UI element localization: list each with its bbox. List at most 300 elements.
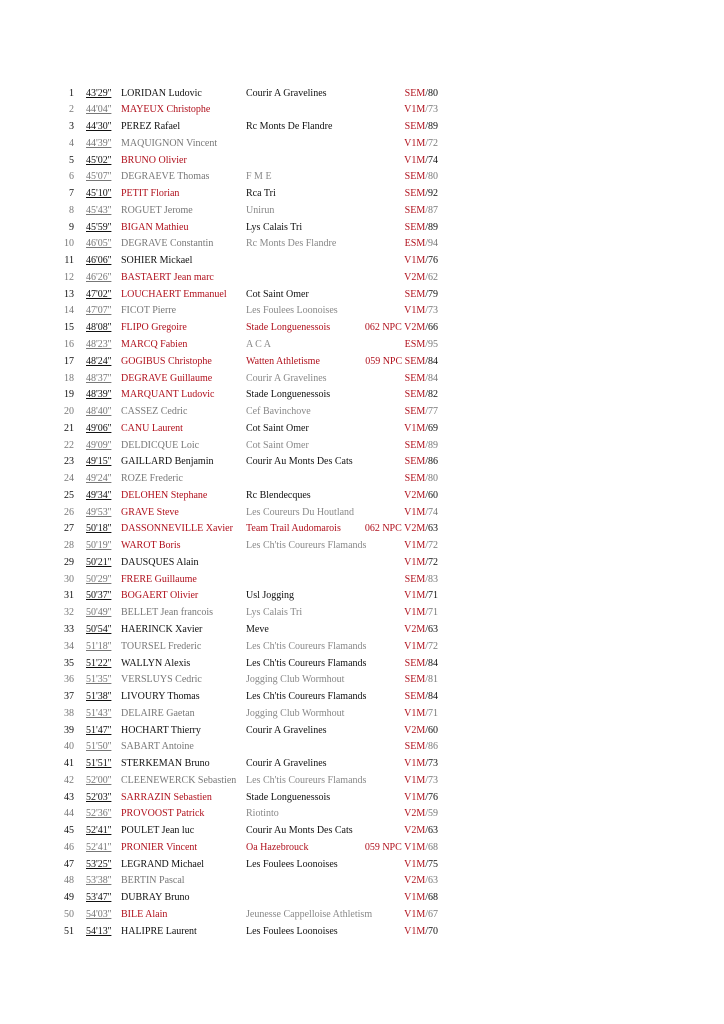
runner-name: TOURSEL Frederic — [121, 640, 202, 652]
result-row — [0, 823, 724, 840]
time-link[interactable]: 51'22'' — [86, 657, 112, 669]
runner-name: SARRAZIN Sebastien — [121, 791, 212, 803]
category-label: 062 NPC V2M — [364, 523, 426, 535]
category — [340, 471, 438, 488]
time-link[interactable]: 49'53'' — [86, 506, 112, 518]
time-link[interactable]: 48'40'' — [86, 406, 112, 418]
birth-year: /83 — [425, 573, 438, 585]
category-label: V1M — [404, 909, 426, 921]
time-link[interactable]: 48'23'' — [86, 338, 112, 350]
category — [340, 186, 438, 203]
category — [340, 505, 438, 522]
category — [340, 303, 438, 320]
category — [340, 119, 438, 136]
rank: 18 — [64, 372, 74, 384]
birth-year: /82 — [425, 389, 438, 401]
category-label: V2M — [404, 271, 426, 283]
category-label: V2M — [404, 825, 426, 837]
runner-name: ROZE Frederic — [121, 473, 183, 485]
category-label: SEM — [404, 691, 426, 703]
time-link[interactable]: 50'54'' — [86, 624, 112, 635]
club-name: A C A — [246, 338, 272, 350]
birth-year: /87 — [425, 204, 438, 216]
results-list — [0, 86, 724, 941]
birth-year: /74 — [425, 154, 438, 166]
category — [340, 806, 438, 823]
club-name: Les Ch'tis Coureurs Flamands — [246, 540, 367, 552]
time-link[interactable]: 49'34'' — [86, 489, 112, 501]
birth-year: /67 — [425, 909, 438, 921]
club-name: Les Ch'tis Coureurs Flamands — [246, 657, 367, 669]
birth-year: /84 — [425, 657, 438, 669]
rank: 48 — [64, 875, 74, 887]
rank: 21 — [64, 422, 74, 434]
result-row — [0, 538, 724, 555]
runner-name: MAYEUX Christophe — [121, 104, 211, 116]
runner-name: LORIDAN Ludovic — [121, 87, 202, 99]
birth-year: /80 — [425, 171, 438, 183]
club-name: Stade Longuenessois — [246, 322, 331, 334]
time-link[interactable]: 49'06'' — [86, 422, 112, 434]
club-name: Jogging Club Wormhout — [246, 674, 345, 686]
category-label: SEM — [404, 406, 426, 418]
birth-year: /63 — [425, 523, 438, 535]
time-link[interactable]: 44'04'' — [86, 104, 112, 116]
rank: 31 — [64, 590, 74, 602]
club-name: Les Ch'tis Coureurs Flamands — [246, 774, 367, 786]
time-link[interactable]: 51'50'' — [86, 741, 112, 753]
time-link[interactable]: 46'26'' — [86, 271, 112, 283]
runner-name: HOCHART Thierry — [121, 724, 201, 736]
category — [340, 605, 438, 622]
time-link[interactable]: 48'08'' — [86, 322, 112, 334]
result-row — [0, 236, 724, 253]
rank: 7 — [69, 188, 74, 200]
runner-name: DEGRAVE Constantin — [121, 238, 214, 250]
category-label: V2M — [404, 875, 426, 887]
time-link[interactable]: 50'19'' — [86, 540, 112, 552]
rank: 33 — [64, 624, 74, 635]
runner-name: CLEENEWERCK Sebastien — [121, 774, 237, 786]
category — [340, 203, 438, 220]
club-name: Les Foulees Loonoises — [246, 305, 338, 317]
time-link[interactable]: 48'24'' — [86, 355, 112, 367]
runner-name: DAUSQUES Alain — [121, 556, 199, 568]
club-name: Cot Saint Omer — [246, 288, 309, 300]
category-label: SEM — [404, 573, 426, 585]
birth-year: /63 — [425, 825, 438, 837]
time-link[interactable]: 47'02'' — [86, 288, 112, 300]
category-label: SEM — [404, 372, 426, 384]
rank: 45 — [64, 825, 74, 837]
time-link[interactable]: 48'39'' — [86, 389, 112, 401]
category — [340, 371, 438, 388]
result-row — [0, 639, 724, 656]
category — [340, 555, 438, 572]
time-link[interactable]: 51'35'' — [86, 674, 112, 686]
runner-name: GOGIBUS Christophe — [121, 355, 212, 367]
time-link[interactable]: 54'03'' — [86, 909, 112, 921]
runner-name: VERSLUYS Cedric — [121, 674, 202, 686]
result-row — [0, 790, 724, 807]
category-label: V1M — [404, 422, 426, 434]
time-link[interactable]: 52'03'' — [86, 791, 112, 803]
category-label: SEM — [404, 204, 426, 216]
category — [340, 102, 438, 119]
runner-name: DELDICQUE Loic — [121, 439, 200, 451]
category-label: V1M — [404, 892, 426, 904]
category — [340, 723, 438, 740]
category — [340, 438, 438, 455]
rank: 32 — [64, 607, 74, 619]
result-row — [0, 924, 724, 941]
time-link[interactable]: 50'37'' — [86, 590, 112, 602]
category — [340, 521, 438, 538]
runner-name: HAERINCK Xavier — [121, 624, 203, 635]
runner-name: FLIPO Gregoire — [121, 322, 187, 334]
result-row — [0, 689, 724, 706]
result-row — [0, 220, 724, 237]
category-label: V1M — [404, 590, 426, 602]
result-row — [0, 488, 724, 505]
runner-name: BIGAN Mathieu — [121, 221, 189, 233]
category — [340, 840, 438, 857]
category — [340, 488, 438, 505]
result-row — [0, 102, 724, 119]
time-link[interactable]: 51'38'' — [86, 691, 112, 703]
birth-year: /95 — [425, 338, 438, 350]
time-link[interactable]: 50'21'' — [86, 556, 112, 568]
birth-year: /72 — [425, 540, 438, 552]
result-row — [0, 387, 724, 404]
result-row — [0, 756, 724, 773]
result-row — [0, 287, 724, 304]
rank: 5 — [69, 154, 74, 166]
category — [340, 354, 438, 371]
birth-year: /72 — [425, 640, 438, 652]
result-row — [0, 656, 724, 673]
category-label: V1M — [404, 758, 426, 770]
time-link[interactable]: 49'09'' — [86, 439, 112, 451]
category-label: ESM — [404, 338, 426, 350]
result-row — [0, 773, 724, 790]
time-link[interactable]: 52'36'' — [86, 808, 112, 820]
time-link[interactable]: 53'38'' — [86, 875, 112, 887]
birth-year: /66 — [425, 322, 438, 334]
rank: 23 — [64, 456, 74, 468]
category-label: V1M — [404, 556, 426, 568]
result-row — [0, 857, 724, 874]
time-link[interactable]: 49'24'' — [86, 473, 112, 485]
club-name: Usl Jogging — [246, 590, 295, 602]
club-name: Courir A Gravelines — [246, 724, 327, 736]
rank: 13 — [64, 288, 74, 300]
category-label: SEM — [404, 439, 426, 451]
birth-year: /84 — [425, 691, 438, 703]
category-label: V1M — [404, 104, 426, 116]
category-label: V1M — [404, 137, 426, 149]
runner-name: DEGRAVE Guillaume — [121, 372, 213, 384]
category-label: V1M — [404, 154, 426, 166]
category — [340, 287, 438, 304]
runner-name: DUBRAY Bruno — [121, 892, 190, 904]
birth-year: /89 — [425, 121, 438, 133]
club-name: Riotinto — [246, 808, 279, 820]
time-link[interactable]: 46'05'' — [86, 238, 112, 250]
rank: 8 — [69, 204, 74, 216]
runner-name: LEGRAND Michael — [121, 858, 205, 870]
category-label: V2M — [404, 624, 426, 635]
club-name: Rc Monts Des Flandre — [246, 238, 337, 250]
club-name: Cot Saint Omer — [246, 439, 309, 451]
time-link[interactable]: 45'10'' — [86, 188, 112, 200]
category — [340, 220, 438, 237]
result-row — [0, 153, 724, 170]
category-label: SEM — [404, 674, 426, 686]
time-link[interactable]: 52'41'' — [86, 841, 112, 853]
runner-name: PROVOOST Patrick — [121, 808, 205, 820]
category — [340, 739, 438, 756]
result-row — [0, 521, 724, 538]
time-link[interactable]: 45'07'' — [86, 171, 112, 183]
club-name: Stade Longuenessois — [246, 791, 331, 803]
result-row — [0, 253, 724, 270]
result-row — [0, 555, 724, 572]
result-row — [0, 404, 724, 421]
rank: 28 — [64, 540, 74, 552]
birth-year: /70 — [425, 925, 438, 937]
runner-name: PETIT Florian — [121, 188, 180, 200]
birth-year: /75 — [425, 858, 438, 870]
category — [340, 454, 438, 471]
result-row — [0, 622, 724, 639]
category-label: V1M — [404, 540, 426, 552]
category — [340, 337, 438, 354]
rank: 16 — [64, 338, 74, 350]
runner-name: WAROT Boris — [121, 540, 181, 552]
time-link[interactable]: 45'02'' — [86, 154, 112, 166]
runner-name: ROGUET Jerome — [121, 204, 193, 216]
category — [340, 136, 438, 153]
birth-year: /74 — [425, 506, 438, 518]
rank: 51 — [64, 925, 74, 937]
runner-name: BILE Alain — [121, 909, 168, 921]
category — [340, 873, 438, 890]
category — [340, 588, 438, 605]
result-row — [0, 303, 724, 320]
category — [340, 538, 438, 555]
time-link[interactable]: 54'13'' — [86, 925, 112, 937]
time-link[interactable]: 43'29'' — [86, 87, 112, 99]
club-name: Lys Calais Tri — [246, 221, 303, 233]
rank: 6 — [69, 171, 74, 183]
birth-year: /68 — [425, 841, 438, 853]
category — [340, 890, 438, 907]
result-row — [0, 320, 724, 337]
time-link[interactable]: 51'43'' — [86, 707, 112, 719]
birth-year: /94 — [425, 238, 438, 250]
rank: 25 — [64, 489, 74, 501]
rank: 20 — [64, 406, 74, 418]
rank: 47 — [64, 858, 74, 870]
birth-year: /72 — [425, 556, 438, 568]
time-link[interactable]: 52'00'' — [86, 774, 112, 786]
result-row — [0, 169, 724, 186]
category — [340, 857, 438, 874]
birth-year: /71 — [425, 590, 438, 602]
time-link[interactable]: 45'59'' — [86, 221, 112, 233]
rank: 43 — [64, 791, 74, 803]
result-row — [0, 840, 724, 857]
category-label: SEM — [404, 657, 426, 669]
category-label: V1M — [404, 607, 426, 619]
category — [340, 924, 438, 941]
time-link[interactable]: 50'18'' — [86, 523, 112, 535]
runner-name: DELOHEN Stephane — [121, 489, 208, 501]
category — [340, 622, 438, 639]
category-label: V1M — [404, 707, 426, 719]
runner-name: DEGRAEVE Thomas — [121, 171, 210, 183]
club-name: Jeunesse Cappelloise Athletism — [246, 909, 373, 921]
birth-year: /73 — [425, 104, 438, 116]
club-name: Les Ch'tis Coureurs Flamands — [246, 640, 367, 652]
birth-year: /73 — [425, 758, 438, 770]
runner-name: BERTIN Pascal — [121, 875, 185, 887]
rank: 46 — [64, 841, 74, 853]
runner-name: STERKEMAN Bruno — [121, 758, 210, 770]
birth-year: /79 — [425, 288, 438, 300]
runner-name: BELLET Jean francois — [121, 607, 214, 619]
runner-name: GRAVE Steve — [121, 506, 179, 518]
time-link[interactable]: 51'47'' — [86, 724, 112, 736]
time-link[interactable]: 53'25'' — [86, 858, 112, 870]
club-name: Rca Tri — [246, 188, 276, 200]
result-row — [0, 86, 724, 103]
rank: 35 — [64, 657, 74, 669]
rank: 38 — [64, 707, 74, 719]
rank: 15 — [64, 322, 74, 334]
category — [340, 153, 438, 170]
runner-name: DELAIRE Gaetan — [121, 707, 195, 719]
category-label: V1M — [404, 255, 426, 267]
category — [340, 706, 438, 723]
club-name: Les Ch'tis Coureurs Flamands — [246, 691, 367, 703]
category-label: 059 NPC SEM — [365, 355, 426, 367]
result-row — [0, 806, 724, 823]
club-name: Unirun — [246, 204, 275, 216]
birth-year: /84 — [425, 372, 438, 384]
runner-name: FRERE Guillaume — [121, 573, 197, 585]
category — [340, 572, 438, 589]
rank: 36 — [64, 674, 74, 686]
time-link[interactable]: 48'37'' — [86, 372, 112, 384]
result-row — [0, 186, 724, 203]
result-row — [0, 354, 724, 371]
category-label: SEM — [404, 188, 426, 200]
category — [340, 689, 438, 706]
time-link[interactable]: 51'51'' — [86, 758, 112, 770]
birth-year: /92 — [425, 188, 438, 200]
club-name: F M E — [246, 171, 272, 183]
club-name: Cef Bavinchove — [246, 406, 311, 418]
club-name: Rc Blendecques — [246, 489, 311, 501]
category-label: SEM — [404, 389, 426, 401]
category — [340, 773, 438, 790]
time-link[interactable]: 51'18'' — [86, 640, 112, 652]
result-row — [0, 438, 724, 455]
time-link[interactable]: 44'39'' — [86, 137, 112, 149]
category — [340, 270, 438, 287]
club-name: Courir A Gravelines — [246, 87, 327, 99]
category-label: V1M — [404, 506, 426, 518]
category — [340, 387, 438, 404]
runner-name: WALLYN Alexis — [121, 657, 191, 669]
time-link[interactable]: 49'15'' — [86, 456, 112, 468]
time-link[interactable]: 46'06'' — [86, 255, 112, 267]
result-row — [0, 588, 724, 605]
time-link[interactable]: 44'30'' — [86, 121, 112, 133]
category-label: SEM — [404, 473, 426, 485]
birth-year: /89 — [425, 439, 438, 451]
time-link[interactable]: 47'07'' — [86, 305, 112, 317]
birth-year: /71 — [425, 607, 438, 619]
time-link[interactable]: 50'49'' — [86, 607, 112, 619]
time-link[interactable]: 52'41'' — [86, 825, 112, 837]
rank: 9 — [69, 221, 74, 233]
runner-name: FICOT Pierre — [121, 305, 177, 317]
runner-name: SOHIER Mickael — [121, 255, 193, 267]
result-row — [0, 421, 724, 438]
rank: 39 — [64, 724, 74, 736]
rank: 14 — [64, 305, 74, 317]
category — [340, 320, 438, 337]
club-name: Les Coureurs Du Houtland — [246, 506, 355, 518]
result-row — [0, 739, 724, 756]
time-link[interactable]: 45'43'' — [86, 204, 112, 216]
club-name: Les Foulees Loonoises — [246, 925, 338, 937]
runner-name: LOUCHAERT Emmanuel — [121, 288, 227, 300]
birth-year: /84 — [425, 355, 438, 367]
category — [340, 907, 438, 924]
category-label: SEM — [404, 121, 426, 133]
runner-name: MAQUIGNON Vincent — [121, 137, 218, 149]
category-label: SEM — [404, 87, 426, 99]
result-row — [0, 672, 724, 689]
category — [340, 656, 438, 673]
birth-year: /68 — [425, 892, 438, 904]
rank: 34 — [64, 640, 74, 652]
category-label: SEM — [404, 221, 426, 233]
rank: 3 — [69, 121, 74, 133]
runner-name: SABART Antoine — [121, 741, 194, 753]
runner-name: LIVOURY Thomas — [121, 691, 200, 703]
birth-year: /62 — [425, 271, 438, 283]
time-link[interactable]: 53'47'' — [86, 892, 112, 904]
runner-name: BASTAERT Jean marc — [121, 271, 214, 283]
rank: 30 — [64, 573, 74, 585]
category — [340, 421, 438, 438]
category — [340, 253, 438, 270]
birth-year: /80 — [425, 87, 438, 99]
category-label: V1M — [404, 858, 426, 870]
category-label: SEM — [404, 171, 426, 183]
rank: 12 — [64, 271, 74, 283]
rank: 11 — [64, 255, 74, 267]
category-label: V2M — [404, 808, 426, 820]
club-name: Meve — [246, 624, 269, 635]
time-link[interactable]: 50'29'' — [86, 573, 112, 585]
birth-year: /63 — [425, 875, 438, 887]
